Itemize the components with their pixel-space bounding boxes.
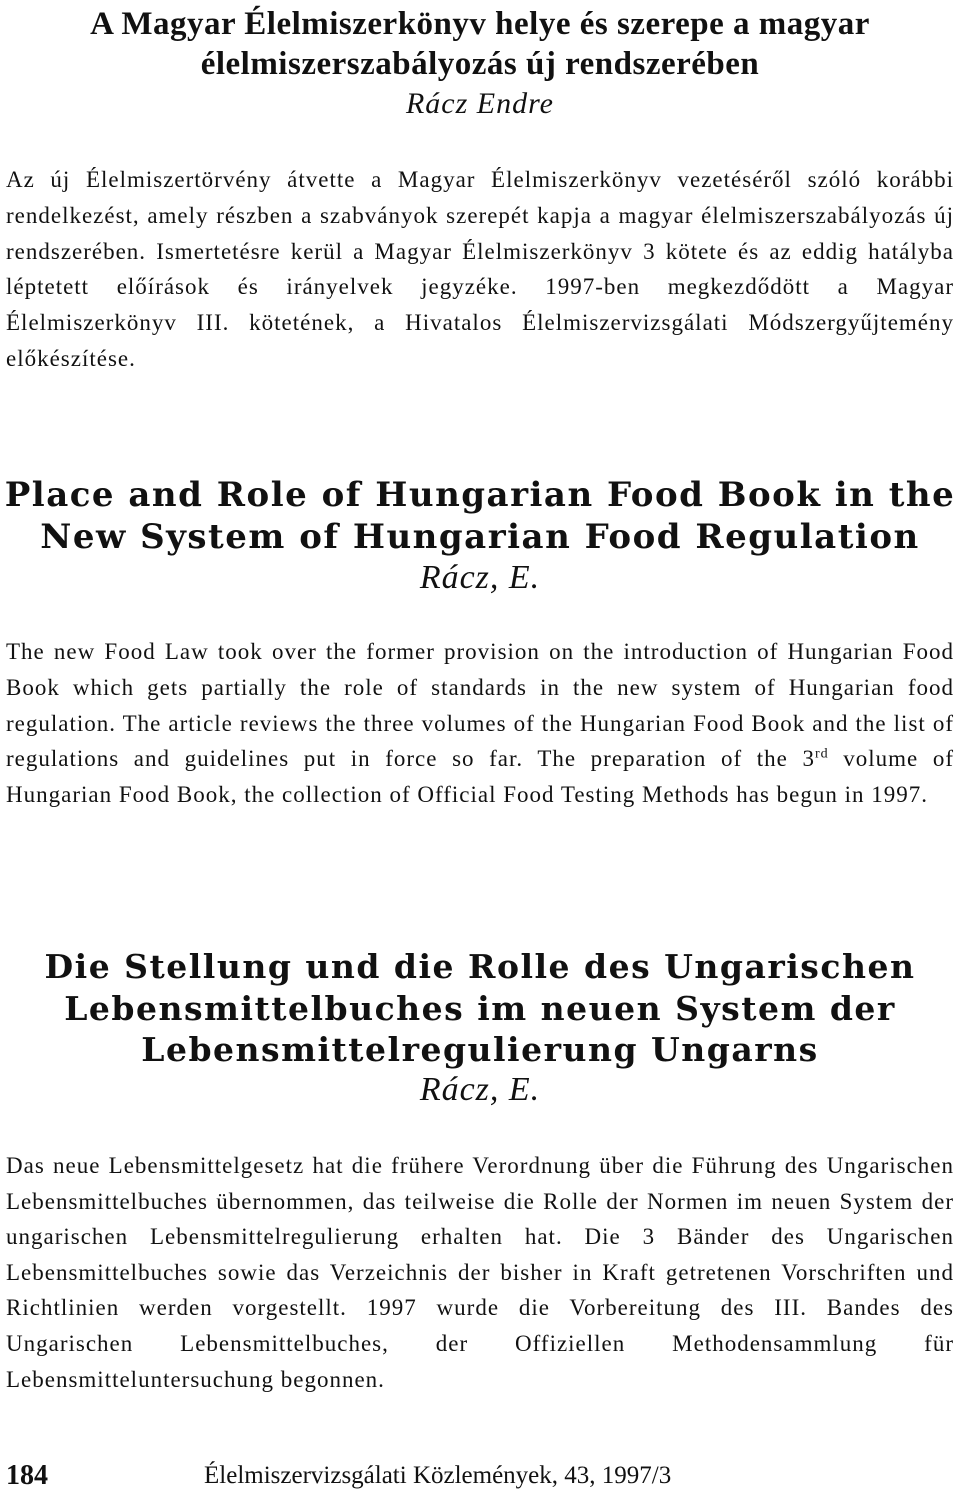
german-author: Rácz, E. xyxy=(419,1071,541,1108)
german-abstract xyxy=(6,1148,954,1397)
german-abstract-text: Das neue Lebensmittelgesetz hat die frühere Verordnung über die Führung des Ungarischen Lebensmittelbuches übernommen, das teilweise die Rolle der Normen im neuen System der ungarischen Lebensmittelregulierung erhalten hat. Die 3 Bänder des Ungarischen Lebensmittelbuches sowie das Verzeichnis der bisher in Kraft getretenen Vorschriften und Richtlinien werden vorgestellt. 1997 wurde die Vorbereitung des III. Bandes des Ungarischen Lebensmittelbuches, der Offiziellen Methodensammlung für Lebensmitteluntersuchung begonnen. xyxy=(6,1153,954,1392)
english-abstract-part-2: volume of Hungarian Food Book, the collection of Official Food Testing Methods has begun in 1997. xyxy=(6,746,954,808)
english-abstract-part-1: The new Food Law took over the former provision on the introduction of Hungarian Food Book which gets partially the role of standards in the new system of Hungarian food regulation. The article reviews the three volumes of the Hungarian Food Book and the list of regulations and guidelines put in force so far. The preparation of the 3 xyxy=(6,639,954,772)
english-title-line-2: New System of Hungarian Food Regulation xyxy=(40,517,920,557)
hungarian-author: Rácz Endre xyxy=(405,87,555,120)
hungarian-abstract xyxy=(6,162,954,377)
english-abstract xyxy=(6,634,954,813)
page-number: 184 xyxy=(6,1460,48,1491)
english-author: Rácz, E. xyxy=(419,559,541,596)
journal-citation: Élelmiszervizsgálati Közlemények, 43, 1997/3 xyxy=(204,1462,672,1489)
ordinal-superscript: rd xyxy=(814,746,829,762)
german-title-line-2: Lebensmittelbuches im neuen System der xyxy=(64,988,896,1028)
hungarian-abstract-text: Az új Élelmiszertörvény átvette a Magyar Élelmiszerkönyv vezetéséről szóló korábbi rendelkezést, amely részben a szabványok szerepét kapja a magyar élelmiszerszabályozás új rendszerében. Ismertetésre kerül a Magyar Élelmiszerkönyv 3 kötete és az eddig hatályba léptetett előírások és irányelvek jegyzéke. 1997-ben megkezdődött a Magyar Élelmiszerkönyv III. kötetének, a Hivatalos Élelmiszervizsgálati Módszergyűjtemény előkészítése. xyxy=(6,167,954,371)
page-footer xyxy=(0,1460,960,1496)
german-title xyxy=(0,946,960,1071)
english-title-line-1: Place and Role of Hungarian Food Book in the xyxy=(4,475,956,515)
english-abstract-text xyxy=(6,634,954,813)
hungarian-title: A Magyar Élelmiszerkönyv helye és szerepe a magyar élelmiszerszabályozás új rendszerében xyxy=(90,6,870,82)
german-title-line-1: Die Stellung und die Rolle des Ungarischen xyxy=(44,947,916,986)
english-title xyxy=(0,474,960,558)
german-title-line-3: Lebensmittelregulierung Ungarns xyxy=(141,1030,819,1069)
